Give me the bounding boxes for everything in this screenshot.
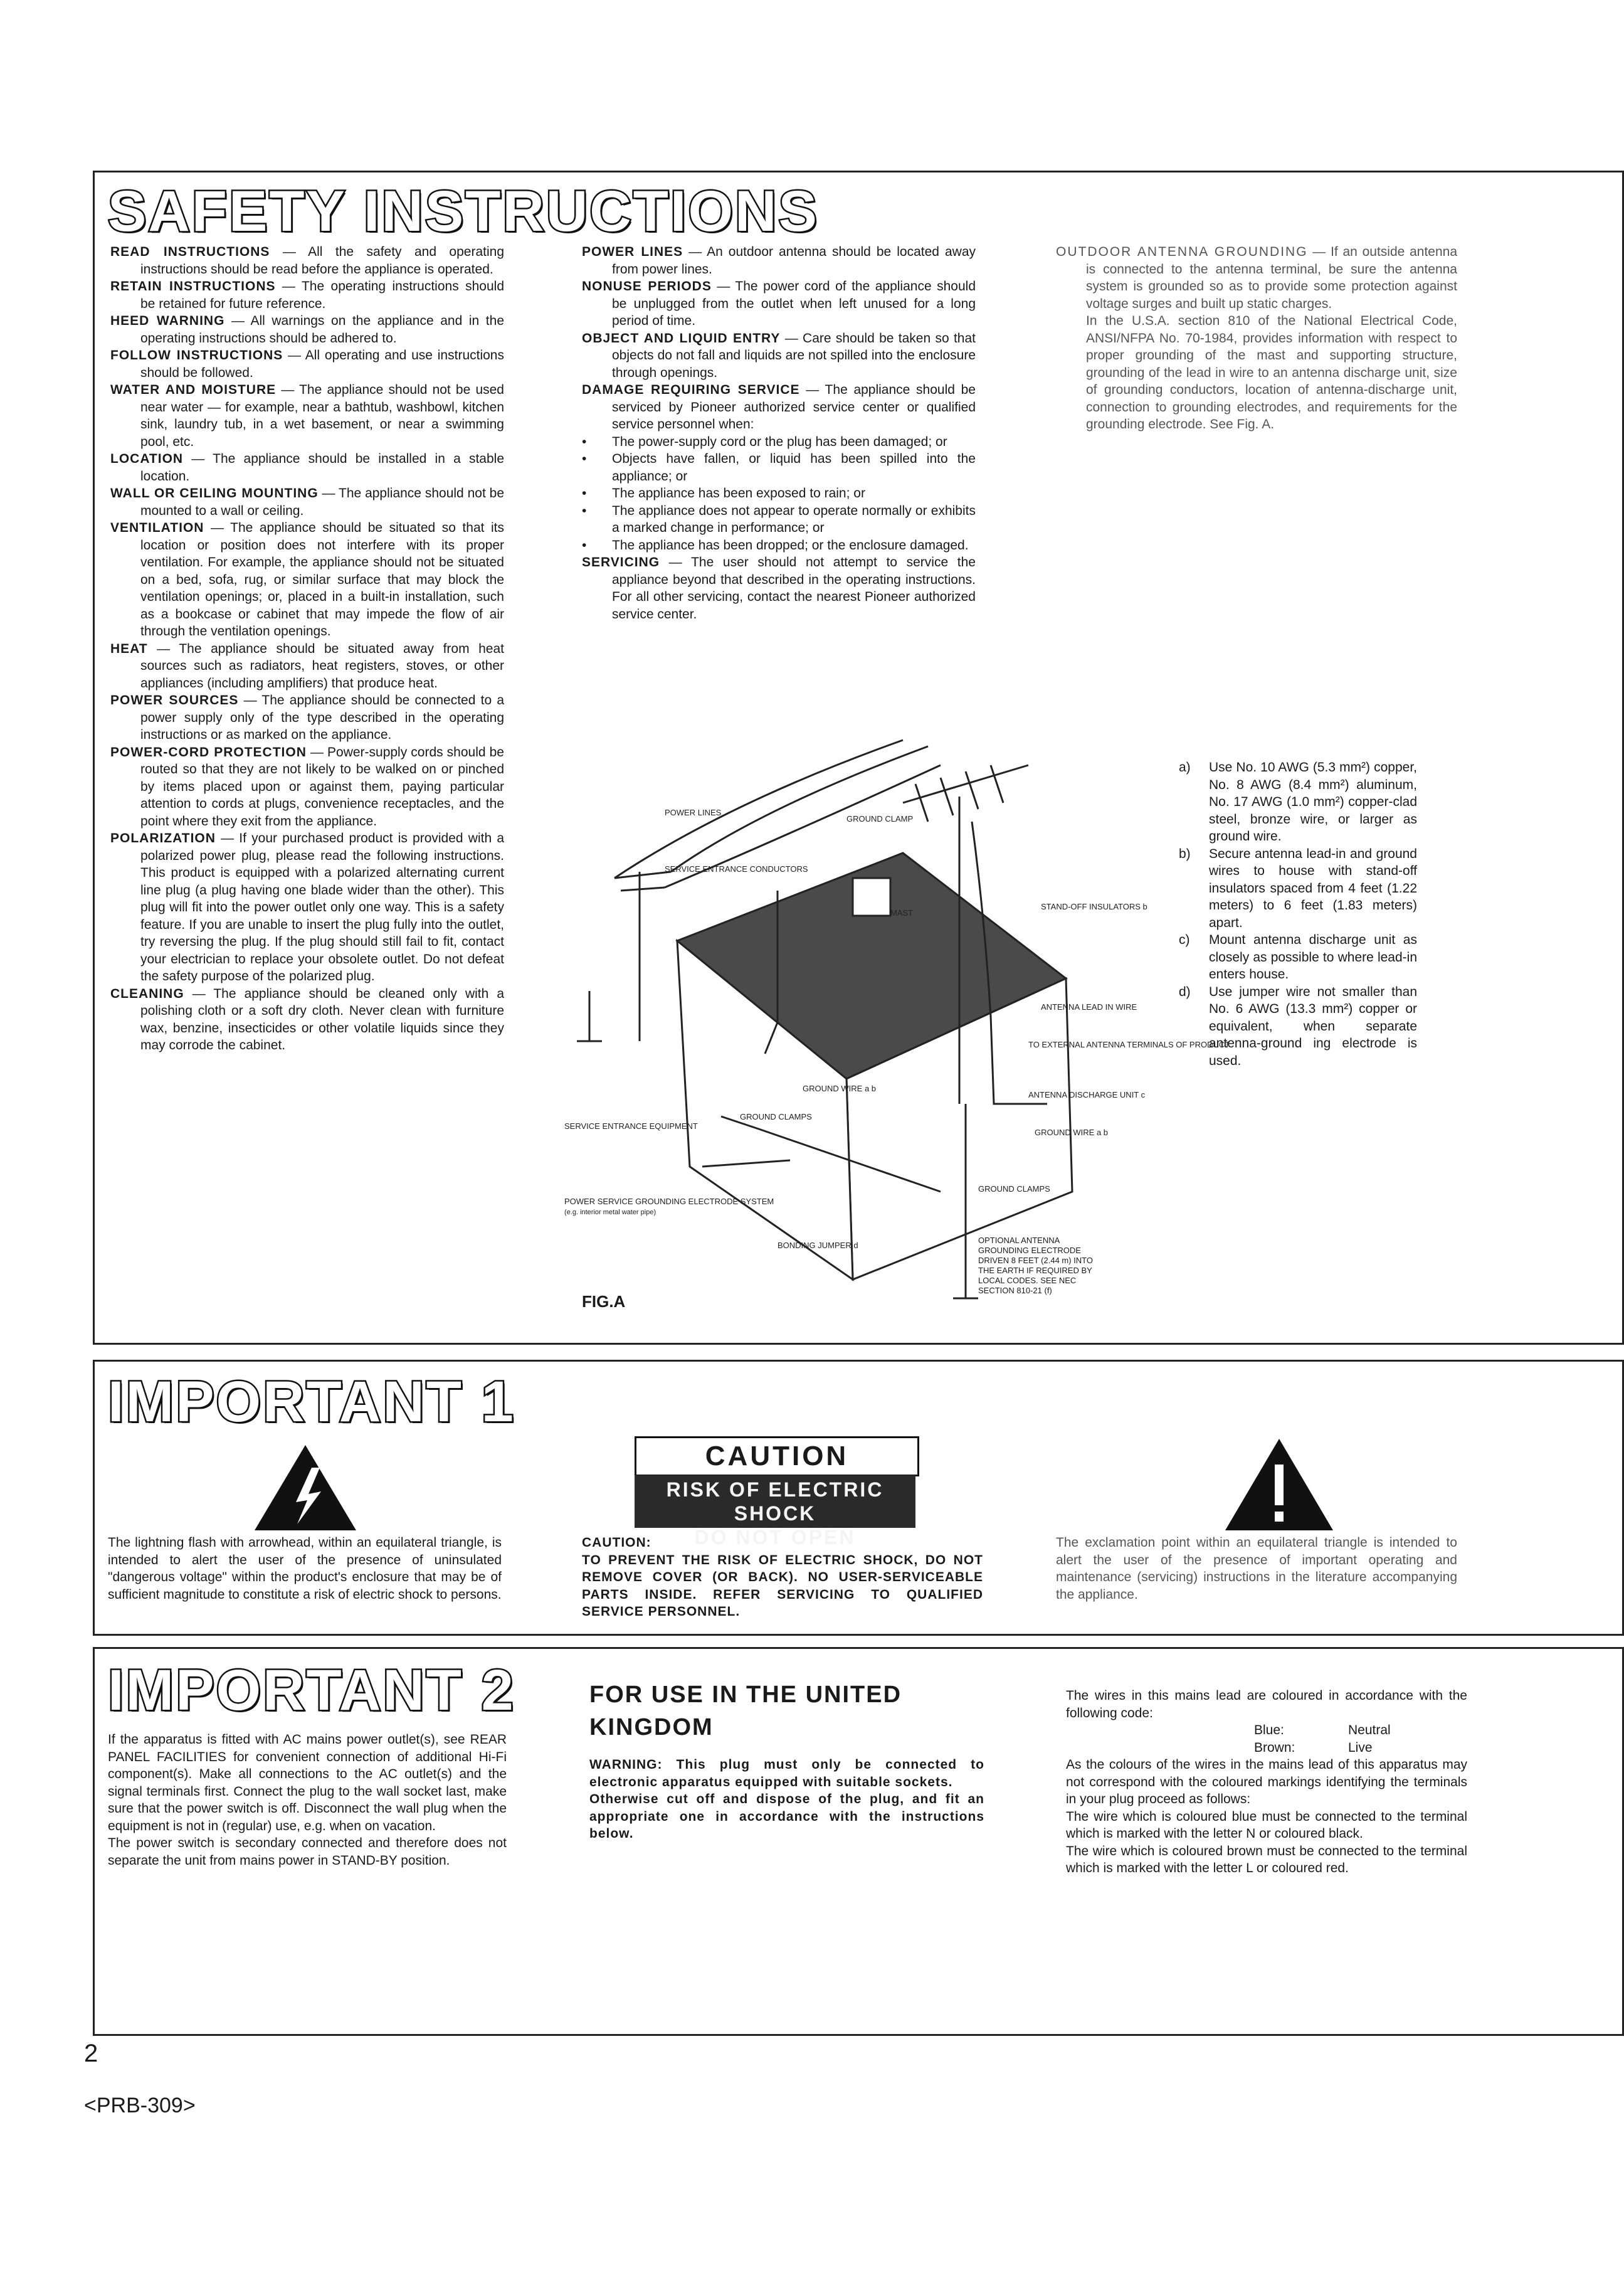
- label-power-lines: POWER LINES: [665, 808, 722, 817]
- safety-column-3: [1056, 243, 1457, 433]
- entry-power-lines: POWER LINES — An outdoor antenna should be located away from power lines.: [582, 245, 976, 277]
- label-ground-clamps-2: GROUND CLAMPS: [978, 1184, 1050, 1194]
- entry-retain-instructions: RETAIN INSTRUCTIONS — The operating instructions should be retained for future reference.: [110, 279, 504, 311]
- safety-column-2: [582, 243, 976, 623]
- important2-left-text: If the apparatus is fitted with AC mains power outlet(s), see REAR PANEL FACILITIES for convenient connection of additional Hi-Fi component(s). Make all connections to the AC outlet(s) and the signal terminals first. Connect the plug to the wall socket last, make sure that the power switch is off. Disconnect the wall plug when the equipment is not in (regular) use, e.g. when on vacation. The power switch is secondary connected and therefore does not separate the unit from mains power in STAND-BY position.: [108, 1732, 507, 1868]
- entry-outdoor-antenna-grounding: OUTDOOR ANTENNA GROUNDING — If an outside antenna is connected to the antenna terminal, be sure the antenna system is grounded so as to provide some protection against voltage surges and built up static charges.: [1056, 245, 1457, 311]
- entry-damage-requiring-service: DAMAGE REQUIRING SERVICE — The appliance should be serviced by Pioneer authorized service center or qualified service personnel when:: [582, 383, 976, 432]
- label-power-service-sub: (e.g. interior metal water pipe): [564, 1209, 656, 1216]
- entry-power-sources: POWER SOURCES — The appliance should be connected to a power supply only of the type described in the operating instructions or as marked on the appliance.: [110, 693, 504, 742]
- entry-follow-instructions: FOLLOW INSTRUCTIONS — All operating and use instructions should be followed.: [110, 348, 504, 380]
- damage-bullet-item: • The appliance does not appear to operate normally or exhibits a marked change in performance; or: [582, 503, 976, 535]
- label-ground-wire: GROUND WIRE a b: [803, 1084, 877, 1093]
- entry-wall-or-ceiling-mounting: WALL OR CEILING MOUNTING — The appliance should not be mounted to a wall or ceiling.: [110, 486, 504, 518]
- label-standoff: STAND-OFF INSULATORS b: [1041, 902, 1147, 911]
- label-ground-wire-2: GROUND WIRE a b: [1035, 1128, 1109, 1137]
- wire-colour-table: [1254, 1722, 1467, 1756]
- wire-colour-name: Blue:: [1254, 1723, 1284, 1737]
- wire-colour-name: Brown:: [1254, 1740, 1295, 1755]
- model-code: <PRB-309>: [84, 2094, 196, 2117]
- entry-cleaning: CLEANING — The appliance should be cleaned only with a polishing cloth or a soft dry cloth. Never clean with furniture wax, benzine, insecticides or other volatile liquids since they may corrode the cabinet.: [110, 986, 504, 1052]
- entry-object-and-liquid-entry: OBJECT AND LIQUID ENTRY — Care should be taken so that objects do not fall and liquids are not spilled into the enclosure through openings.: [582, 331, 976, 380]
- label-mast: MAST: [890, 908, 914, 918]
- entry-read-instructions: READ INSTRUCTIONS — All the safety and operating instructions should be read before the appliance is operated.: [110, 245, 504, 277]
- entry-polarization: POLARIZATION — If your purchased product is provided with a polarized power plug, please read the following instructions. This product is equipped with a polarized alternating current line plug (a plug having one blade wider than the other). This plug will fit into the power outlet only one way. This is a safety feature. If you are unable to insert the plug fully into the outlet, try reversing the plug. If the plug should still fail to fit, contact your electrician to replace your obsolete outlet. Do not defeat the safety purpose of the polarized plug.: [110, 831, 504, 983]
- label-lead-in: ANTENNA LEAD IN WIRE: [1041, 1002, 1137, 1012]
- label-service-equipment: SERVICE ENTRANCE EQUIPMENT: [564, 1121, 698, 1131]
- uk-warning-block: WARNING: This plug must only be connected to electronic apparatus equipped with suitable sockets. Otherwise cut off and dispose of the plug, and fit an appropriate one in accordance with the instructions below.: [589, 1757, 984, 1841]
- exclamation-explanation: The exclamation point within an equilateral triangle is intended to alert the user of the presence of important operating and maintenance (servicing) instructions in the literature accompanying the appliance.: [1056, 1535, 1457, 1602]
- mains-lead-block: The wires in this mains lead are coloured in accordance with the following code: Blue: Neutral Brown: Live As the colours of the wires in the mains lead of this apparatus may not correspond with the coloured markings identifying the terminals in your plug proceed as follows: The wire which is coloured blue must be connected to the terminal which is marked with the letter N or coloured black. The wire which is coloured brown must be connected to the terminal which is marked with the letter L or coloured red.: [1066, 1688, 1467, 1875]
- page-number: 2: [84, 2040, 98, 2067]
- antenna-grounding-diagram: [552, 728, 1230, 1317]
- bullet-icon: •: [582, 434, 587, 449]
- label-bonding: BONDING JUMPER d: [778, 1241, 858, 1250]
- damage-bullet-item: • The power-supply cord or the plug has been damaged; or: [582, 433, 976, 451]
- label-discharge-unit: ANTENNA DISCHARGE UNIT c: [1028, 1090, 1146, 1099]
- caution-text-block: CAUTION: TO PREVENT THE RISK OF ELECTRIC SHOCK, DO NOT REMOVE COVER (OR BACK). NO USER-SERVICEABLE PARTS INSIDE. REFER SERVICING TO QUALIFIED SERVICE PERSONNEL.: [582, 1535, 983, 1619]
- entry-water-and-moisture: WATER AND MOISTURE — The appliance should not be used near water — for example, near a bathtub, washbowl, kitchen sink, laundry tub, in a wet basement, or near a swimming pool, etc.: [110, 383, 504, 449]
- entry-power-cord-protection: POWER-CORD PROTECTION — Power-supply cords should be routed so that they are not likely to be walked on or pinched by items placed upon or against them, paying particular attention to cords at plugs, convenience receptacles, and the point where they exit from the appliance.: [110, 744, 504, 829]
- label-power-service: POWER SERVICE GROUNDING ELECTRODE SYSTEM: [564, 1197, 774, 1206]
- damage-bullet-item: • Objects have fallen, or liquid has been spilled into the appliance; or: [582, 452, 976, 484]
- safety-column-1: [110, 243, 504, 1054]
- bullet-icon: •: [582, 538, 587, 553]
- caution-label-box: CAUTION: [635, 1436, 919, 1476]
- grounding-note: a) Use No. 10 AWG (5.3 mm²) copper, No. 8 AWG (8.4 mm²) aluminum, No. 17 AWG (1.0 mm²) copper-clad steel, bronze wire, or larger as ground wire.: [1179, 760, 1417, 844]
- label-ground-clamp: GROUND CLAMP: [846, 814, 914, 824]
- grounding-note: b) Secure antenna lead-in and ground wires to house with stand-off insulators spaced from 4 feet (1.22 meters) to 6 feet (1.83 meters) apart.: [1179, 846, 1417, 930]
- entry-heat: HEAT — The appliance should be situated away from heat sources such as radiators, heat registers, stoves, or other appliances (including amplifiers) that produce heat.: [110, 641, 504, 691]
- grounding-notes: [1179, 759, 1417, 1069]
- label-optional-electrode: OPTIONAL ANTENNA GROUNDING ELECTRODE DRIVEN 8 FEET (2.44 m) INTO THE EARTH IF REQUIRED BY LOCAL CODES. SEE NEC SECTION 810-21 (f): [978, 1236, 1094, 1295]
- wire-colour-function: Neutral: [1348, 1723, 1391, 1737]
- lightning-explanation: The lightning flash with arrowhead, within an equilateral triangle, is intended to alert the user of the presence of uninsulated "dangerous voltage" within the product's enclosure that may be of sufficient magnitude to constitute a risk of electric shock to persons.: [108, 1535, 502, 1602]
- figure-label: FIG.A: [582, 1292, 626, 1311]
- entry-servicing: SERVICING — The user should not attempt to service the appliance beyond that described in the operating instructions. For all other servicing, contact the nearest Pioneer authorized service center.: [582, 555, 976, 622]
- bullet-icon: •: [582, 503, 587, 518]
- nec-paragraph: In the U.S.A. section 810 of the National Electrical Code, ANSI/NFPA No. 70-1984, provides information with respect to proper grounding of the mast and supporting structure, grounding of the lead in wire to an antenna discharge unit, size of grounding conductors, location of antenna-discharge unit, connection to grounding electrodes, and requirements for the grounding electrode. See Fig. A.: [1086, 314, 1457, 432]
- entry-heed-warning: HEED WARNING — All warnings on the appliance and in the operating instructions should be adhered to.: [110, 314, 504, 346]
- entry-location: LOCATION — The appliance should be installed in a stable location.: [110, 452, 504, 484]
- caution-risk-banner: RISK OF ELECTRIC SHOCK DO NOT OPEN: [635, 1475, 915, 1528]
- grounding-note: d) Use jumper wire not smaller than No. 6 AWG (13.3 mm²) copper or equivalent, when separate antenna-ground ing electrode is used.: [1179, 984, 1417, 1068]
- bullet-icon: •: [582, 452, 587, 466]
- grounding-note: c) Mount antenna discharge unit as closely as possible to where lead-in enters house.: [1179, 933, 1417, 982]
- lightning-warning-icon: [252, 1443, 359, 1533]
- exclamation-warning-icon: [1223, 1436, 1336, 1533]
- label-service-entrance: SERVICE ENTRANCE CONDUCTORS: [665, 864, 808, 874]
- entry-ventilation: VENTILATION — The appliance should be situated so that its location or position does not interfere with its proper ventilation. For example, the appliance should not be situated on a bed, sofa, rug, or similar surface that may block the ventilation openings; or, placed in a built-in installation, such as a bookcase or cabinet that may impede the flow of air through the ventilation openings.: [110, 521, 504, 638]
- important1-title: IMPORTANT 1: [108, 1370, 515, 1434]
- label-ground-clamps: GROUND CLAMPS: [740, 1112, 812, 1121]
- label-to-terminal: TO EXTERNAL ANTENNA TERMINALS OF PRODUCT: [1028, 1040, 1230, 1049]
- important2-title: IMPORTANT 2: [108, 1658, 515, 1722]
- damage-bullet-item: • The appliance has been dropped; or the enclosure damaged.: [582, 537, 976, 554]
- safety-title: SAFETY INSTRUCTIONS: [108, 179, 819, 243]
- wire-colour-function: Live: [1348, 1740, 1373, 1755]
- damage-bullet-item: • The appliance has been exposed to rain; or: [582, 485, 976, 502]
- bullet-icon: •: [582, 486, 587, 501]
- entry-nonuse-periods: NONUSE PERIODS — The power cord of the appliance should be unplugged from the outlet when left unused for a long period of time.: [582, 279, 976, 328]
- uk-heading: FOR USE IN THE UNITED KINGDOM: [589, 1682, 902, 1740]
